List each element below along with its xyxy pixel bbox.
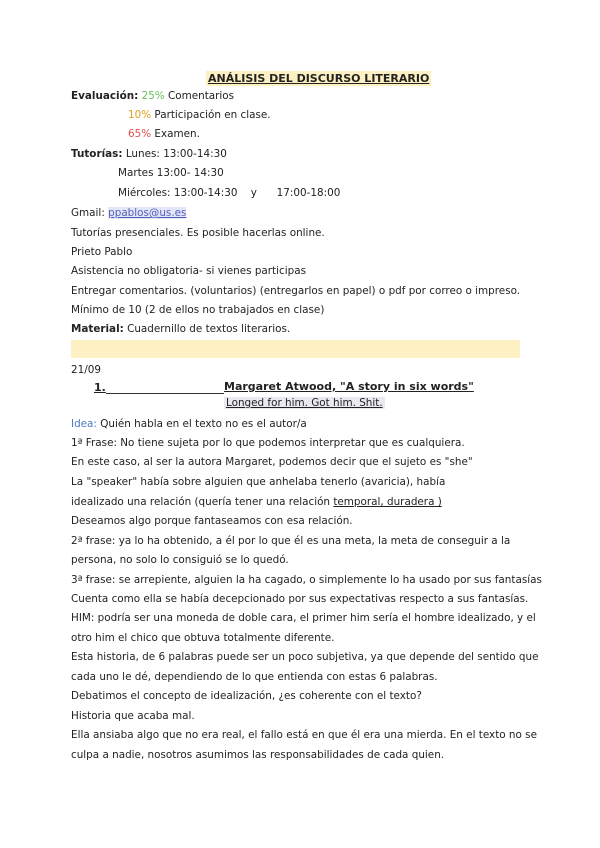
body-line-3: La "speaker" había sobre alguien que anhelaba tenerlo (avaricia), había: [71, 476, 446, 488]
body-line-15: Ella ansiaba algo que no era real, el fallo está en que él era una mierda. En el texto no se: [71, 729, 537, 741]
body-line-12: cada uno le dé, dependiendo de lo que entienda con estas 6 palabras.: [71, 671, 438, 683]
date-line: 21/09: [71, 364, 101, 376]
body-line-7: 3ª frase: se arrepiente, alguien la ha cagado, o simplemente lo ha usado por sus fantasías: [71, 574, 542, 586]
info-line-minimo: Mínimo de 10 (2 de ellos no trabajados en clase): [71, 304, 325, 316]
idea-label: Idea:: [71, 418, 97, 430]
body-line-16: culpa a nadie, nosotros asumimos las responsabilidades de cada quien.: [71, 749, 445, 761]
body-line-8: Cuenta como ella se había decepcionado por sus expectativas respecto a sus fantasías.: [71, 593, 529, 605]
tutorias-line: [71, 147, 227, 161]
body-line-13: Debatimos el concepto de idealización, ¿es coherente con el texto?: [71, 690, 422, 702]
evaluacion-text-comentarios: Comentarios: [164, 90, 235, 102]
idea-line: [71, 417, 307, 431]
body-line-4: Deseamos algo porque fantaseamos con esa relación.: [71, 515, 353, 527]
idealizado-underlined: temporal, duradera ): [333, 496, 442, 508]
section-number: 1.: [94, 381, 106, 394]
info-line-entregar: Entregar comentarios. (voluntarios) (entregarlos en papel) o pdf por correo o impreso.: [71, 285, 521, 297]
evaluacion-label: Evaluación:: [71, 90, 139, 102]
body-line-idealizado: [71, 495, 442, 509]
tutorias-lunes: Lunes: 13:00-14:30: [125, 148, 227, 160]
info-line-presenciales: Tutorías presenciales. Es posible hacerlas online.: [71, 227, 325, 239]
body-line-9: HIM: podría ser una moneda de doble cara, el primer him sería el hombre idealizado, y el: [71, 612, 536, 624]
evaluacion-pct-examen: 65%: [128, 128, 152, 140]
tutorias-martes: Martes 13:00- 14:30: [118, 167, 224, 179]
evaluacion-line-3: [128, 127, 200, 141]
evaluacion-line: [71, 89, 234, 103]
info-line-profesor: Prieto Pablo: [71, 246, 133, 258]
gmail-line: [71, 206, 186, 220]
body-line-5: 2ª frase: ya lo ha obtenido, a él por lo que él es una meta, la meta de conseguir a la: [71, 535, 511, 547]
body-line-2: En este caso, al ser la autora Margaret, podemos decir que el sujeto es "she": [71, 456, 473, 468]
body-line-14: Historia que acaba mal.: [71, 710, 195, 722]
material-line: [71, 322, 290, 336]
evaluacion-pct-participacion: 10%: [128, 109, 152, 121]
material-label: Material:: [71, 323, 124, 335]
body-line-10: otro him el chico que obtuva totalmente diferente.: [71, 632, 335, 644]
section-subtitle: Longed for him. Got him. Shit.: [226, 397, 383, 409]
tutorias-miercoles: Miércoles: 13:00-14:30 y 17:00-18:00: [118, 187, 341, 199]
info-line-asistencia: Asistencia no obligatoria- si vienes participas: [71, 265, 306, 277]
evaluacion-text-participacion: Participación en clase.: [151, 109, 271, 121]
body-line-6: persona, no solo lo consiguió se lo quedó.: [71, 554, 289, 566]
email-link[interactable]: ppablos@us.es: [108, 207, 187, 219]
section-rule: [106, 393, 224, 394]
evaluacion-pct-comentarios: 25%: [141, 90, 165, 102]
evaluacion-line-2: [128, 108, 271, 122]
evaluacion-text-examen: Examen.: [151, 128, 200, 140]
idealizado-text: idealizado una relación (quería tener una relación: [71, 496, 334, 508]
section-heading: Margaret Atwood, "A story in six words": [224, 380, 474, 393]
idea-text: Quién habla en el texto no es el autor/a: [96, 418, 307, 430]
body-line-11: Esta historia, de 6 palabras puede ser un poco subjetiva, ya que depende del sentido que: [71, 651, 539, 663]
material-text: Cuadernillo de textos literarios.: [123, 323, 291, 335]
document-title: ANÁLISIS DEL DISCURSO LITERARIO: [208, 72, 430, 85]
highlight-band: [71, 340, 520, 358]
tutorias-label: Tutorías:: [71, 148, 123, 160]
body-line-1: 1ª Frase: No tiene sujeta por lo que podemos interpretar que es cualquiera.: [71, 437, 465, 449]
gmail-label: Gmail:: [71, 207, 109, 219]
